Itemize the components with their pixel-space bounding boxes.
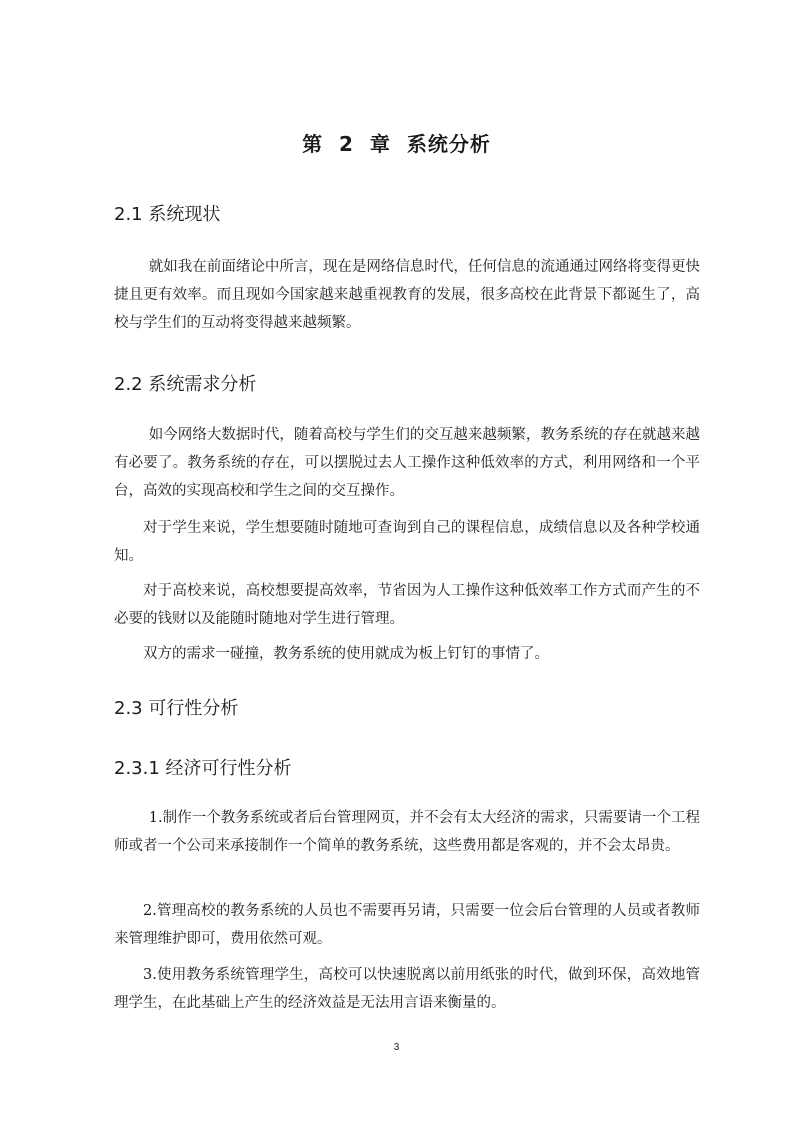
paragraph-2-1-1: 就如我在前面绪论中所言，现在是网络信息时代，任何信息的流通通过网络将变得更快捷且更有效率。而且现如今国家越来越重视教育的发展，很多高校在此背景下都诞生了，高校与学生们的互动将变得越来越频繁。	[114, 259, 700, 331]
section-heading-2-1: 2.1 系统现状	[114, 204, 221, 225]
paragraph-2-3-1-1: 1.制作一个教务系统或者后台管理网页，并不会有太大经济的需求，只需要请一个工程师或者一个公司来承接制作一个简单的教务系统，这些费用都是客观的，并不会太昂贵。	[114, 810, 700, 854]
paragraph-2-3-1-2: 2.管理高校的教务系统的人员也不需要再另请，只需要一位会后台管理的人员或者教师来管理维护即可，费用依然可观。	[114, 903, 700, 947]
paragraph-2-2-2: 对于学生来说，学生想要随时随地可查询到自己的课程信息，成绩信息以及各种学校通知。	[114, 520, 700, 564]
section-heading-2-3: 2.3 可行性分析	[114, 698, 239, 719]
paragraph-2-2-1: 如今网络大数据时代，随着高校与学生们的交互越来越频繁，教务系统的存在就越来越有必要了。教务系统的存在，可以摆脱过去人工操作这种低效率的方式，利用网络和一个平台，高效的实现高校和学生之间的交互操作。	[114, 427, 700, 499]
paragraph-2-2-3: 对于高校来说，高校想要提高效率，节省因为人工操作这种低效率工作方式而产生的不必要的钱财以及能随时随地对学生进行管理。	[114, 583, 700, 627]
paragraph-2-2-4: 双方的需求一碰撞，教务系统的使用就成为板上钉钉的事情了。	[143, 646, 549, 662]
paragraph-2-3-1-3: 3.使用教务系统管理学生，高校可以快速脱离以前用纸张的时代，做到环保，高效地管理学生，在此基础上产生的经济效益是无法用言语来衡量的。	[114, 967, 700, 1011]
section-heading-2-2: 2.2 系统需求分析	[114, 374, 257, 395]
section-heading-2-3-1: 2.3.1 经济可行性分析	[114, 758, 292, 779]
page-number: 3	[393, 1042, 400, 1053]
chapter-title: 第 2 章 系统分析	[302, 132, 491, 156]
